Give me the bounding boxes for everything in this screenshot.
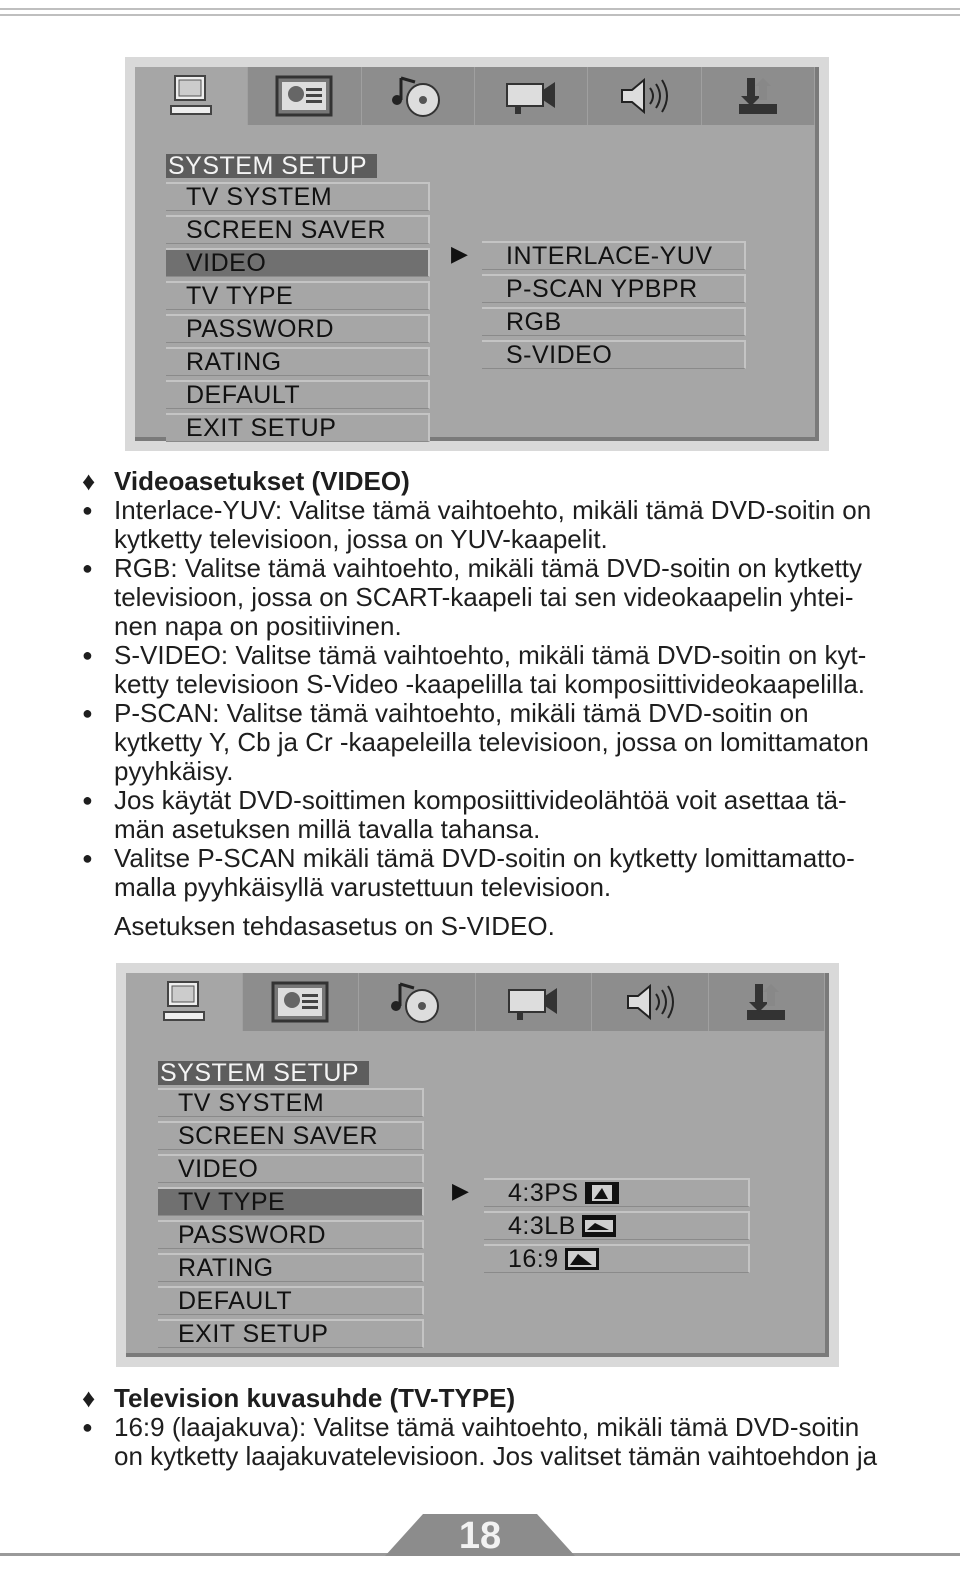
submenu-list — [482, 241, 746, 373]
bullet-line: ketty televisioon S-Video -kaapelilla tai komposiittivideokaapelilla. — [114, 669, 866, 699]
menu-item[interactable]: VIDEO — [158, 1154, 424, 1183]
audio-disc-icon — [390, 980, 444, 1024]
default-setting-note: Asetuksen tehdasasetus on S-VIDEO. — [114, 911, 555, 941]
footer-rule-left — [0, 1553, 410, 1556]
video-camera-icon — [503, 980, 563, 1024]
bullet-line: S-VIDEO: Valitse tämä vaihtoehto, mikäli tämä DVD-soitin on kyt- — [114, 640, 867, 670]
menu-item[interactable]: DEFAULT — [158, 1286, 424, 1315]
tab-audio-output[interactable] — [592, 973, 709, 1031]
menu-item[interactable]: PASSWORD — [158, 1220, 424, 1249]
dot-bullet: ● — [82, 790, 93, 810]
section-tv-type — [82, 1384, 952, 1471]
menu-item[interactable]: VIDEO — [166, 248, 430, 277]
menu-title: SYSTEM SETUP — [158, 1061, 369, 1085]
menu-list — [166, 182, 430, 446]
speaker-icon — [622, 980, 678, 1024]
bullet-line: malla pyyhkäisyllä varustettuun televisioon. — [114, 872, 612, 902]
section-heading-row — [82, 1384, 952, 1413]
submenu-item[interactable] — [484, 1244, 750, 1273]
tab-video[interactable] — [476, 973, 593, 1031]
monitor-icon — [167, 74, 215, 118]
video-camera-icon — [501, 74, 561, 118]
submenu-item-label: INTERLACE-YUV — [506, 242, 713, 270]
menu-list — [158, 1088, 424, 1352]
speaker-icon — [616, 74, 672, 118]
menu-item[interactable]: TV TYPE — [158, 1187, 424, 1216]
submenu-item[interactable] — [484, 1178, 750, 1207]
bullet-line: kytketty televisioon, jossa on YUV-kaapelit. — [114, 524, 608, 554]
bullet-line: nen napa on positiivinen. — [114, 611, 402, 641]
menu-item[interactable]: TV SYSTEM — [166, 182, 430, 211]
menu-item[interactable]: PASSWORD — [166, 314, 430, 343]
submenu-item-label: RGB — [506, 308, 562, 336]
tab-audio[interactable] — [362, 67, 475, 125]
section-heading: Videoasetukset (VIDEO) — [114, 466, 410, 496]
tab-system[interactable] — [248, 67, 361, 125]
system-icon — [270, 980, 330, 1024]
menu-title: SYSTEM SETUP — [166, 154, 377, 178]
osd-tab-bar — [135, 67, 815, 125]
tab-audio[interactable] — [359, 973, 476, 1031]
submenu-item-label: P-SCAN YPBPR — [506, 275, 698, 303]
submenu-arrow: ▶ — [452, 1178, 469, 1203]
diamond-bullet: ♦ — [82, 466, 96, 496]
tab-monitor[interactable] — [135, 67, 248, 125]
menu-item[interactable]: EXIT SETUP — [166, 413, 430, 442]
bullet-item — [82, 786, 952, 844]
menu-item[interactable]: DEFAULT — [166, 380, 430, 409]
tab-monitor[interactable] — [126, 973, 243, 1031]
system-icon — [274, 74, 334, 118]
bullet-line: televisioon, jossa on SCART-kaapeli tai sen videokaapelin yhtei- — [114, 582, 854, 612]
submenu-item-label: 4:3PS — [508, 1179, 579, 1207]
header-rule — [0, 8, 960, 10]
tab-video[interactable] — [475, 67, 588, 125]
bullet-list — [82, 496, 952, 902]
submenu-item[interactable] — [482, 274, 746, 303]
bullet-line: RGB: Valitse tämä vaihtoehto, mikäli tämä DVD-soitin on kytketty — [114, 553, 863, 583]
menu-item[interactable]: RATING — [158, 1253, 424, 1282]
submenu-item-label: 16:9 — [508, 1245, 559, 1273]
tab-system[interactable] — [243, 973, 360, 1031]
section-video — [82, 467, 952, 941]
download-icon — [741, 980, 791, 1024]
menu-item[interactable]: TV SYSTEM — [158, 1088, 424, 1117]
bullet-line: män asetuksen millä tavalla tahansa. — [114, 814, 541, 844]
submenu-list — [484, 1178, 750, 1277]
bullet-line: Interlace-YUV: Valitse tämä vaihtoehto, mikäli tämä DVD-soitin on — [114, 495, 872, 525]
dot-bullet: ● — [82, 1417, 93, 1437]
osd-panel — [135, 67, 819, 441]
bullet-item — [82, 1413, 952, 1471]
bullet-item — [82, 496, 952, 554]
bullet-item — [82, 641, 952, 699]
dot-bullet: ● — [82, 703, 93, 723]
menu-item[interactable]: TV TYPE — [166, 281, 430, 310]
submenu-item-label: S-VIDEO — [506, 341, 613, 369]
bullet-item — [82, 554, 952, 641]
submenu-item[interactable] — [482, 307, 746, 336]
aspect-ratio-icon — [585, 1182, 619, 1204]
bullet-line: on kytketty laajakuvatelevisioon. Jos valitset tämän vaihtoehdon ja — [114, 1441, 878, 1471]
footer-rule-right — [540, 1553, 960, 1556]
menu-item[interactable]: EXIT SETUP — [158, 1319, 424, 1348]
page-number: 18 — [458, 1515, 502, 1557]
osd-screenshot-tv-type — [116, 963, 839, 1367]
note-row — [82, 912, 952, 941]
osd-screenshot-video — [125, 57, 829, 451]
bullet-line: kytketty Y, Cb ja Cr -kaapeleilla televisioon, jossa on lomittamaton — [114, 727, 869, 757]
menu-item[interactable]: SCREEN SAVER — [166, 215, 430, 244]
bullet-item — [82, 844, 952, 902]
monitor-icon — [160, 980, 208, 1024]
dot-bullet: ● — [82, 645, 93, 665]
bullet-item — [82, 699, 952, 786]
osd-tab-bar — [126, 973, 825, 1031]
aspect-ratio-icon — [582, 1215, 616, 1237]
bullet-list — [82, 1413, 952, 1471]
download-icon — [733, 74, 783, 118]
menu-item[interactable]: SCREEN SAVER — [158, 1121, 424, 1150]
header-rule-2 — [0, 14, 960, 16]
osd-panel — [126, 973, 829, 1357]
dot-bullet: ● — [82, 848, 93, 868]
bullet-line: pyyhkäisy. — [114, 756, 234, 786]
dot-bullet: ● — [82, 558, 93, 578]
tab-audio-output[interactable] — [588, 67, 701, 125]
menu-item[interactable]: RATING — [166, 347, 430, 376]
tab-download[interactable] — [709, 973, 826, 1031]
dot-bullet: ● — [82, 500, 93, 520]
bullet-line: Valitse P-SCAN mikäli tämä DVD-soitin on kytketty lomittamatto- — [114, 843, 855, 873]
bullet-line: Jos käytät DVD-soittimen komposiittivideolähtöä voit asettaa tä- — [114, 785, 847, 815]
bullet-line: 16:9 (laajakuva): Valitse tämä vaihtoehto, mikäli tämä DVD-soitin — [114, 1412, 860, 1442]
submenu-arrow: ▶ — [451, 241, 468, 266]
submenu-item[interactable] — [484, 1211, 750, 1240]
section-heading: Television kuvasuhde (TV-TYPE) — [114, 1383, 516, 1413]
bullet-line: P-SCAN: Valitse tämä vaihtoehto, mikäli tämä DVD-soitin on — [114, 698, 809, 728]
tab-download[interactable] — [702, 67, 815, 125]
audio-disc-icon — [391, 74, 445, 118]
submenu-item[interactable] — [482, 241, 746, 270]
diamond-bullet: ♦ — [82, 1383, 96, 1413]
aspect-ratio-icon — [565, 1248, 599, 1270]
submenu-item-label: 4:3LB — [508, 1212, 576, 1240]
submenu-item[interactable] — [482, 340, 746, 369]
section-heading-row — [82, 467, 952, 496]
